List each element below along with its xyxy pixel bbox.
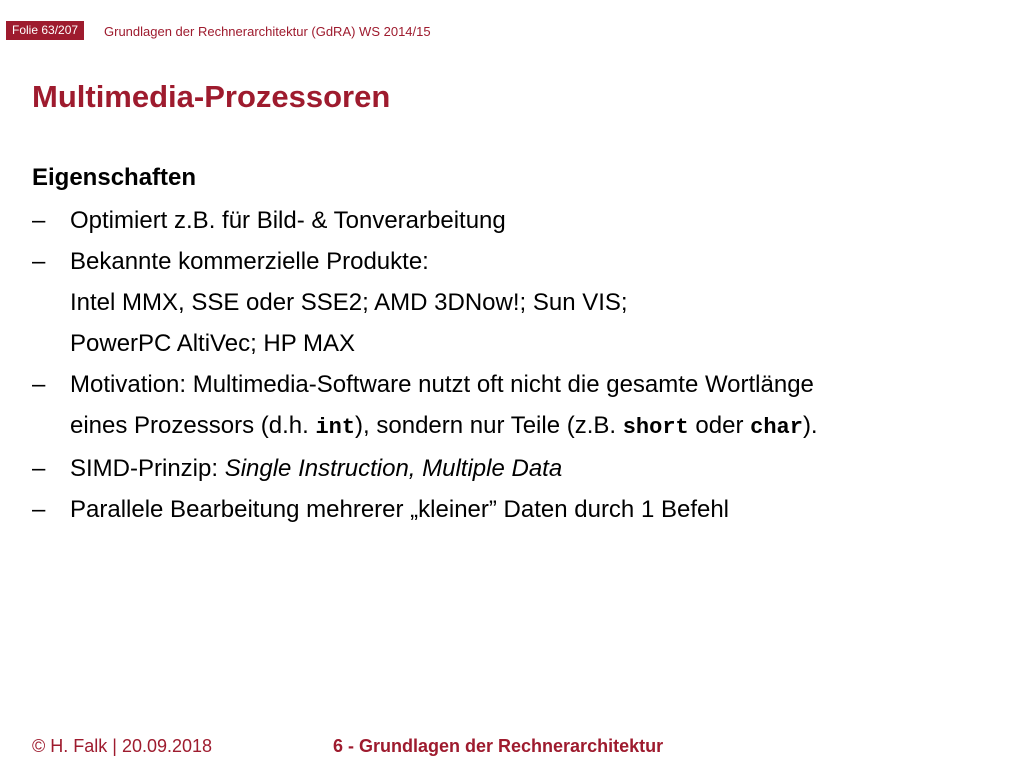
bullet-item [32, 448, 1012, 489]
bullet-text-mixed [70, 405, 1012, 448]
bullet-text: Intel MMX, SSE oder SSE2; AMD 3DNow!; Sun VIS; [70, 289, 628, 316]
footer-author-date: © H. Falk | 20.09.2018 [32, 736, 213, 756]
bullet-dash: – [32, 496, 46, 523]
course-title: Grundlagen der Rechnerarchitektur (GdRA) WS 2014/15 [104, 24, 431, 39]
code-int: int [315, 415, 356, 440]
bullet-list [32, 200, 1012, 530]
bullet-item [32, 241, 1012, 364]
text-fragment: SIMD-Prinzip: [70, 455, 225, 482]
section-heading: Eigenschaften [32, 164, 197, 191]
footer-chapter: 6 - Grundlagen der Rechnerarchitektur [333, 736, 664, 756]
text-fragment: ). [802, 412, 818, 439]
bullet-dash: – [32, 207, 46, 234]
bullet-text: Motivation: Multimedia-Software nutzt oft nicht die gesamte Wortlänge [70, 371, 814, 398]
bullet-text: Parallele Bearbeitung mehrerer „kleiner” Daten durch 1 Befehl [70, 496, 730, 523]
code-short: short [622, 415, 689, 440]
text-fragment: oder [688, 412, 751, 439]
bullet-dash: – [32, 248, 46, 275]
bullet-item [32, 200, 1012, 241]
bullet-item [32, 489, 1012, 530]
slide-header [0, 20, 1024, 44]
bullet-text: Optimiert z.B. für Bild- & Tonverarbeitung [70, 207, 506, 234]
text-fragment: eines Prozessors (d.h. [70, 412, 316, 439]
bullet-dash: – [32, 371, 46, 398]
bullet-text: PowerPC AltiVec; HP MAX [70, 330, 355, 357]
code-char: char [750, 415, 803, 440]
slide-number-badge: Folie 63/207 [6, 21, 84, 40]
bullet-text-mixed [70, 448, 1012, 489]
bullet-dash: – [32, 455, 46, 482]
bullet-text: Bekannte kommerzielle Produkte: [70, 248, 429, 275]
bullet-item [32, 364, 1012, 448]
slide-title: Multimedia-Prozessoren [32, 79, 391, 114]
simd-definition: Single Instruction, Multiple Data [224, 455, 563, 482]
text-fragment: ), sondern nur Teile (z.B. [355, 412, 623, 439]
